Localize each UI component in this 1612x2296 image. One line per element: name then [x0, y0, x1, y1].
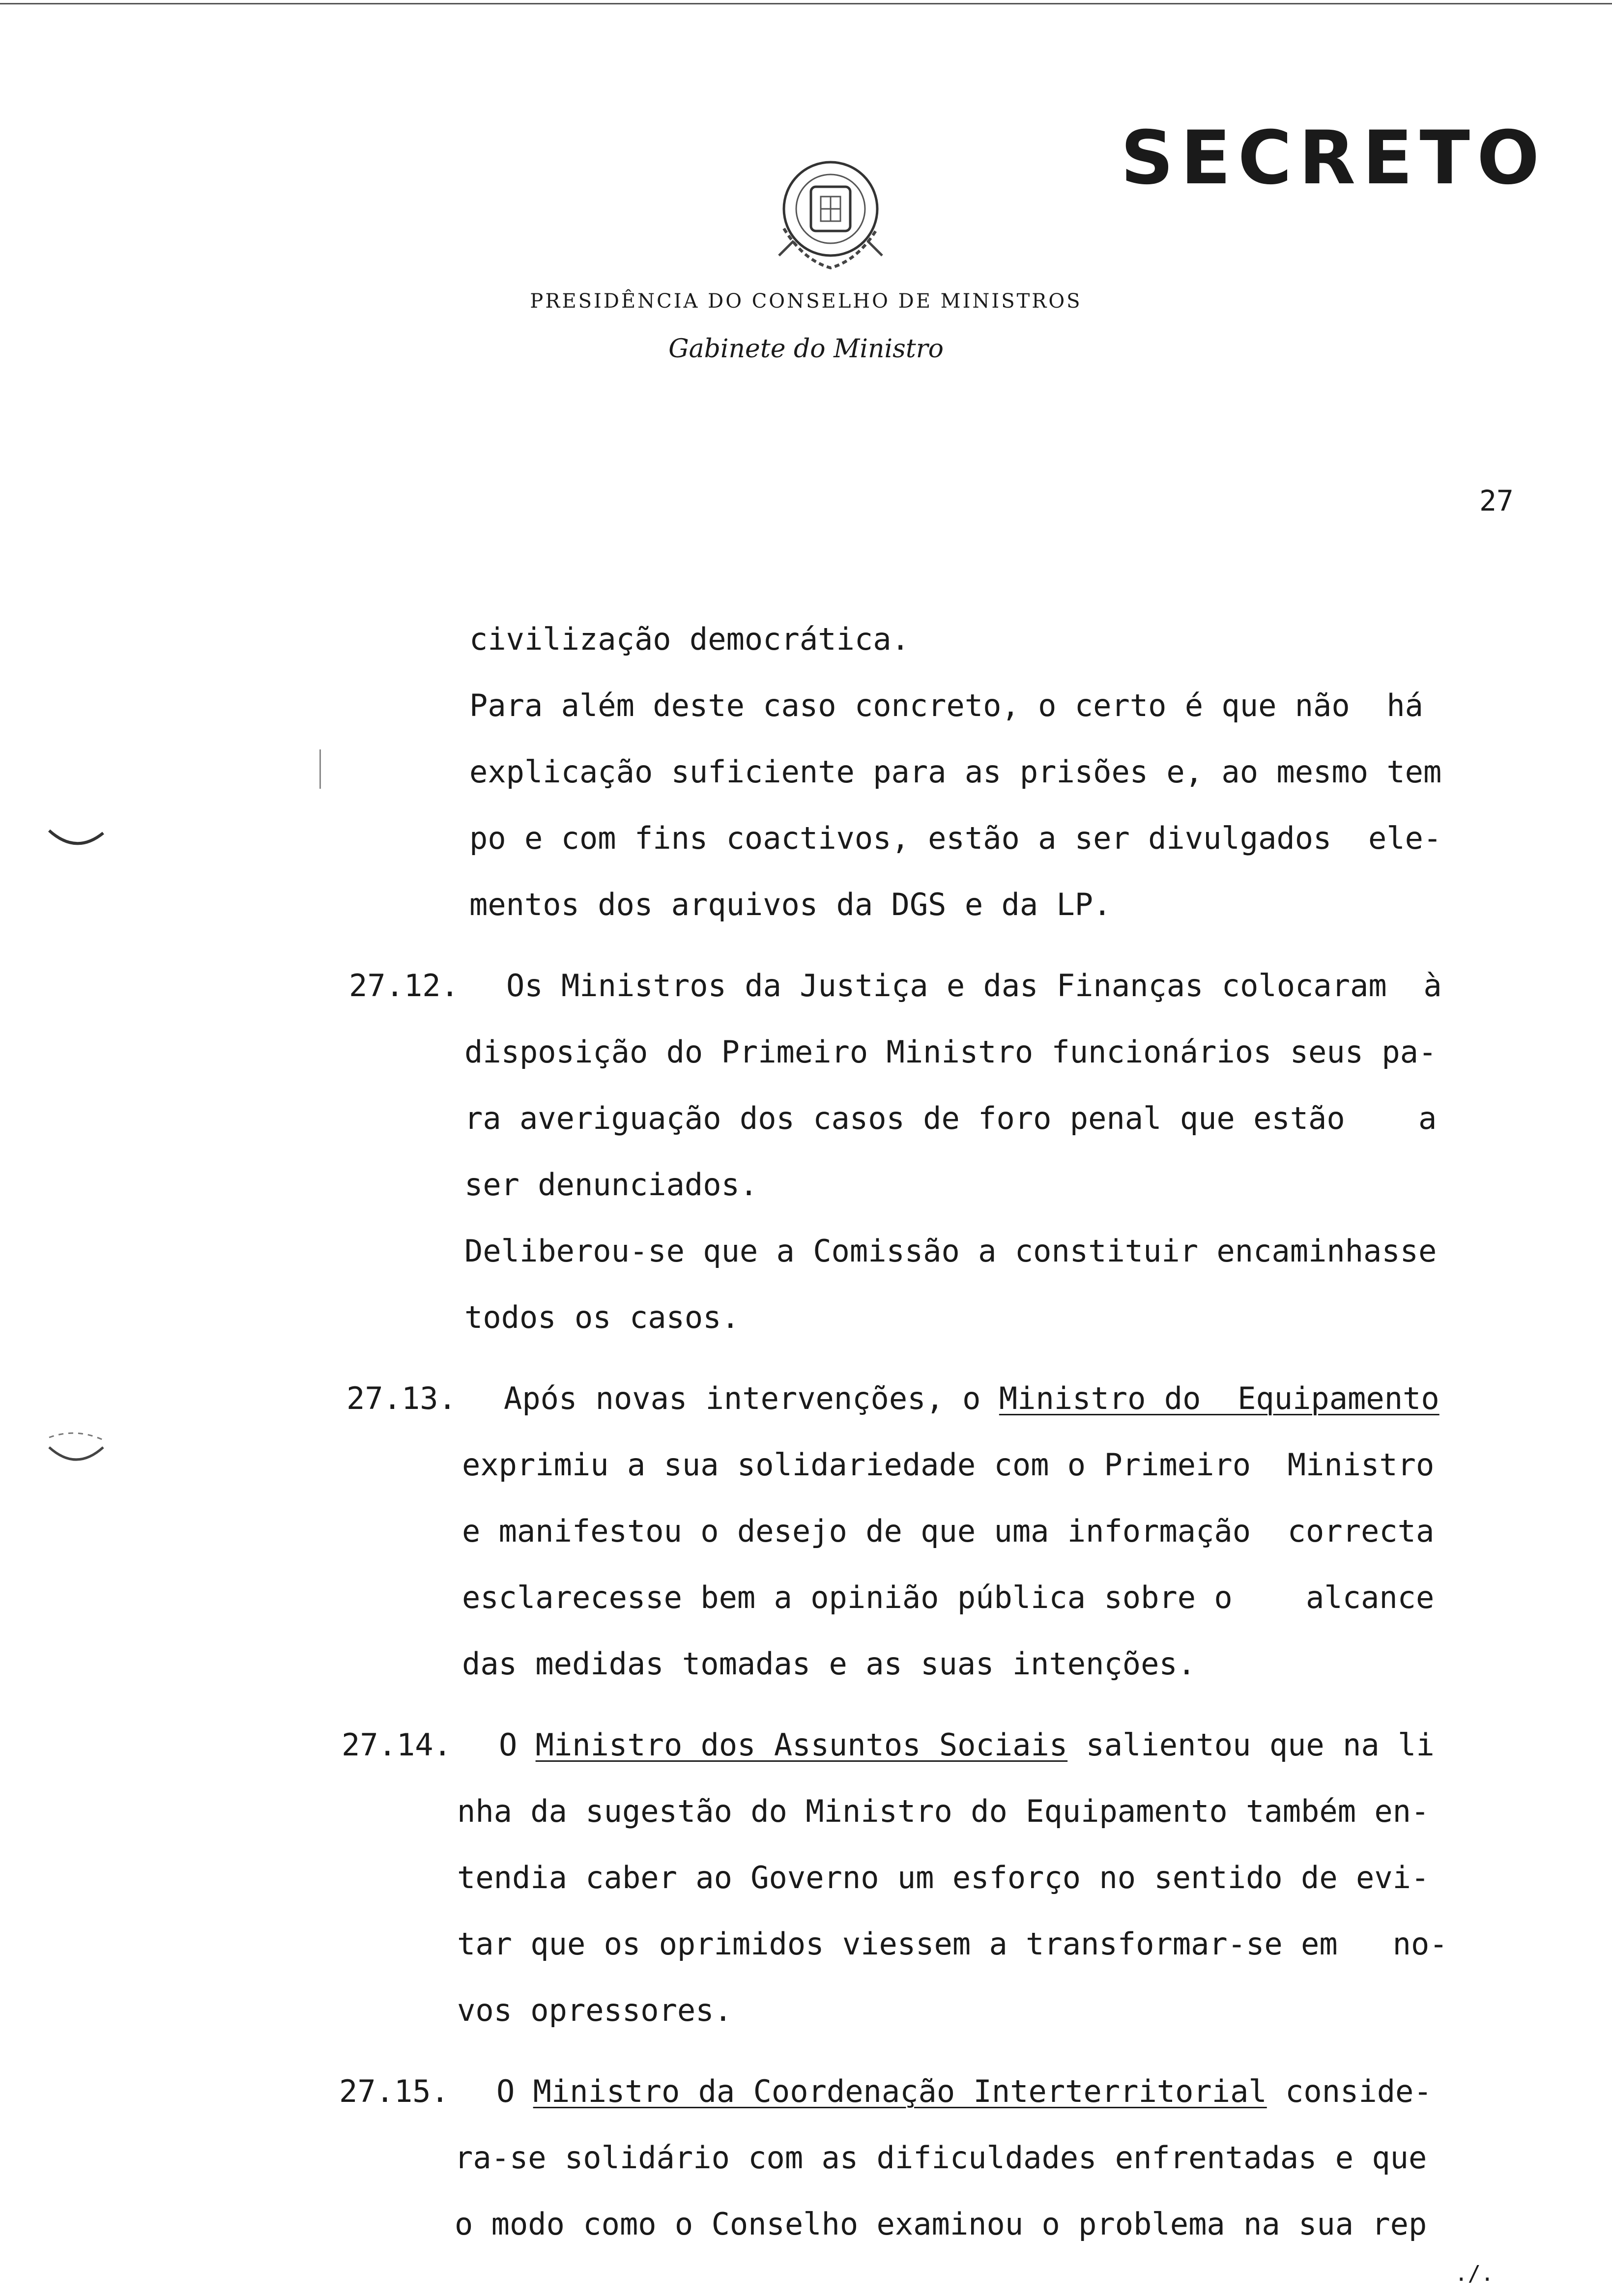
page-number: 27 — [1479, 484, 1514, 517]
text-fragment: conside- — [1267, 2073, 1432, 2109]
underlined-minister-name: Ministro do Equipamento — [999, 1380, 1439, 1416]
text-fragment: Após novas intervenções, o — [504, 1380, 999, 1416]
text-line — [499, 1727, 1435, 1763]
text-line — [504, 1380, 1439, 1416]
text-line — [496, 2073, 1432, 2109]
text-line: po e com fins coactivos, estão a ser divulgados ele- — [469, 820, 1442, 856]
top-border-line — [0, 3, 1612, 4]
text-line: vos opressores. — [457, 1992, 732, 2028]
text-line: ser denunciados. — [464, 1167, 758, 1203]
text-line: disposição do Primeiro Ministro funcionários seus pa- — [464, 1034, 1437, 1070]
text-line: mentos dos arquivos da DGS e da LP. — [469, 887, 1112, 922]
text-line: tendia caber ao Governo um esforço no sentido de evi- — [457, 1860, 1430, 1895]
text-line: tar que os oprimidos viessem a transformar-se em no- — [457, 1926, 1448, 1962]
text-line: explicação suficiente para as prisões e, ao mesmo tem — [469, 754, 1442, 790]
coat-of-arms-seal-icon — [764, 155, 897, 278]
underlined-minister-name: Ministro dos Assuntos Sociais — [535, 1727, 1068, 1763]
underlined-minister-name: Ministro da Coordenação Interterritorial — [533, 2073, 1267, 2109]
office-subheading: Gabinete do Ministro — [668, 334, 944, 364]
margin-tick — [319, 749, 321, 789]
text-line: Deliberou-se que a Comissão a constituir encaminhasse — [464, 1233, 1437, 1269]
punch-hole-mark — [44, 1430, 108, 1474]
text-fragment: O — [496, 2073, 533, 2109]
organization-heading: PRESIDÊNCIA DO CONSELHO DE MINISTROS — [530, 290, 1082, 313]
text-line: o modo como o Conselho examinou o problema na sua rep — [455, 2206, 1427, 2242]
continuation-mark: ./. — [1455, 2261, 1494, 2286]
secret-stamp: SECRETO — [1121, 115, 1547, 201]
text-line: nha da sugestão do Ministro do Equipamento também en- — [457, 1793, 1430, 1829]
punch-hole-mark — [44, 826, 108, 860]
text-line: esclarecesse bem a opinião pública sobre o alcance — [462, 1579, 1435, 1615]
text-fragment: salientou que na li — [1067, 1727, 1435, 1763]
section-number: 27.13. — [346, 1380, 457, 1416]
text-line: ra-se solidário com as dificuldades enfrentadas e que — [455, 2140, 1427, 2176]
section-number: 27.15. — [339, 2073, 449, 2109]
text-line: das medidas tomadas e as suas intenções. — [462, 1646, 1196, 1682]
text-line: Os Ministros da Justiça e das Finanças colocaram à — [506, 968, 1442, 1004]
text-line: todos os casos. — [464, 1299, 740, 1335]
text-line: exprimiu a sua solidariedade com o Primeiro Ministro — [462, 1447, 1435, 1483]
section-number: 27.12. — [349, 968, 459, 1004]
text-line: civilização democrática. — [469, 621, 910, 657]
text-fragment: O — [499, 1727, 536, 1763]
text-line: e manifestou o desejo de que uma informação correcta — [462, 1513, 1435, 1549]
section-number: 27.14. — [342, 1727, 452, 1763]
text-line: ra averiguação dos casos de foro penal que estão a — [464, 1100, 1437, 1136]
text-line: Para além deste caso concreto, o certo é que não há — [469, 688, 1424, 723]
